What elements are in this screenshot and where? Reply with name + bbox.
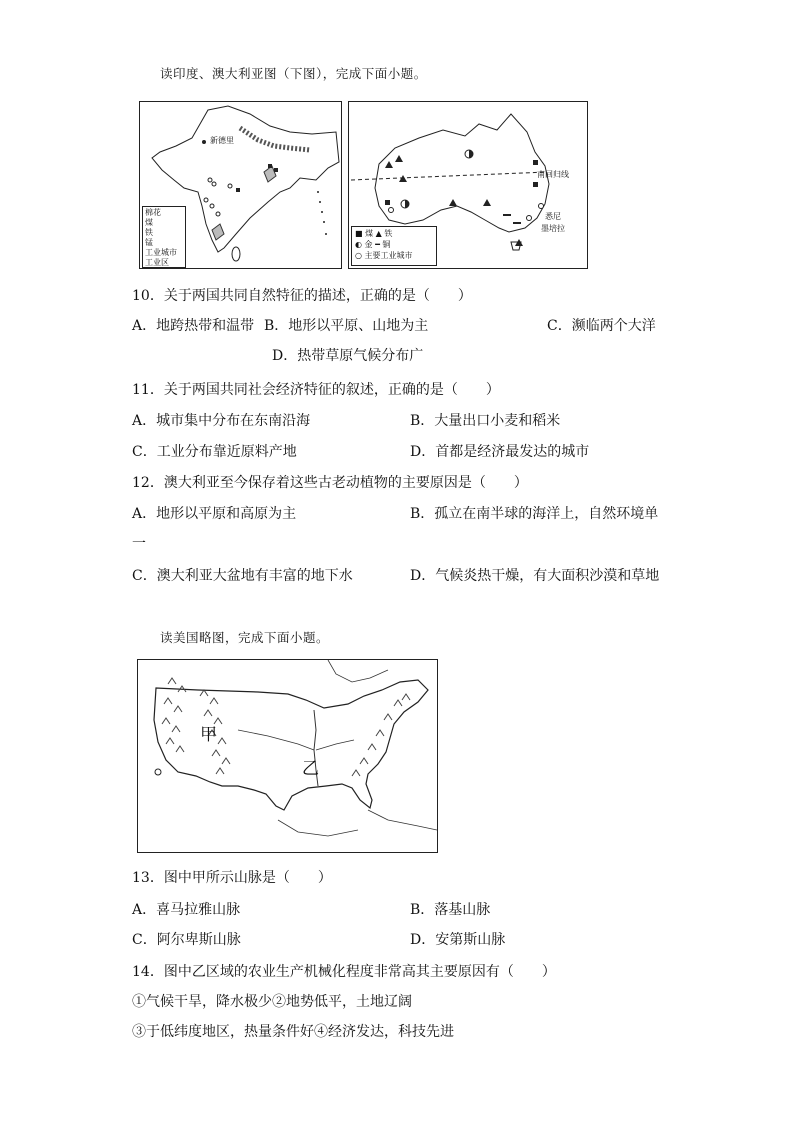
sydney-label: 悉尼 bbox=[545, 212, 561, 221]
q10-option-c[interactable]: C．濒临两个大洋 bbox=[547, 318, 656, 334]
legend-iron: 铁 bbox=[145, 228, 153, 237]
q10-option-b[interactable]: B．地形以平原、山地为主 bbox=[264, 318, 429, 334]
q11-option-d[interactable]: D．首都是经济最发达的城市 bbox=[410, 444, 590, 460]
q12-option-c[interactable]: C．澳大利亚大盆地有丰富的地下水 bbox=[132, 568, 353, 584]
q12-option-b-continued: 一 bbox=[132, 536, 146, 552]
legend-row-industrial-city: ○ 主要工业城市 bbox=[355, 251, 413, 260]
question-14-stem: 14．图中乙区域的农业生产机械化程度非常高其主要原因有（ ） bbox=[132, 964, 556, 980]
q12-option-b[interactable]: B．孤立在南半球的海洋上，自然环境单 bbox=[410, 506, 659, 522]
australia-map-legend bbox=[351, 226, 437, 266]
q10-option-d[interactable]: D．热带草原气候分布广 bbox=[272, 348, 424, 364]
q11-option-c[interactable]: C．工业分布靠近原料产地 bbox=[132, 444, 297, 460]
usa-label-yi: 乙 bbox=[302, 759, 319, 779]
q14-statement-line-2: ③于低纬度地区，热量条件好④经济发达，科技先进 bbox=[132, 1024, 454, 1040]
legend-industrial-zone: 工业区 bbox=[145, 258, 169, 267]
q12-option-a[interactable]: A．地形以平原和高原为主 bbox=[132, 506, 297, 522]
legend-cotton: 棉花 bbox=[145, 208, 161, 217]
usa-map bbox=[137, 659, 438, 853]
usa-label-jia: 甲 bbox=[200, 725, 217, 745]
canberra-label: 墨培拉 bbox=[541, 224, 565, 233]
q10-option-a[interactable]: A．地跨热带和温带 bbox=[132, 318, 255, 334]
australia-map bbox=[348, 101, 588, 269]
legend-coal: 煤 bbox=[145, 218, 153, 227]
reading-instruction-2: 读美国略图，完成下面小题。 bbox=[160, 630, 330, 645]
q13-option-c[interactable]: C．阿尔卑斯山脉 bbox=[132, 932, 241, 948]
india-map-legend bbox=[142, 206, 186, 268]
legend-industrial-city: 工业城市 bbox=[145, 248, 177, 257]
tropic-label: 南回归线 bbox=[537, 170, 569, 179]
india-capital-label: 新德里 bbox=[210, 136, 234, 145]
usa-map-drawing bbox=[138, 660, 437, 852]
india-map bbox=[139, 101, 342, 269]
q12-option-d[interactable]: D．气候炎热干燥，有大面积沙漠和草地 bbox=[410, 568, 660, 584]
reading-instruction-1: 读印度、澳大利亚图（下图），完成下面小题。 bbox=[160, 66, 427, 81]
legend-row-coal-iron: ■ 煤 ▲ 铁 bbox=[355, 229, 393, 238]
q13-option-a[interactable]: A．喜马拉雅山脉 bbox=[132, 902, 241, 918]
q11-option-a[interactable]: A．城市集中分布在东南沿海 bbox=[132, 413, 311, 429]
question-10-stem: 10．关于两国共同自然特征的描述，正确的是（ ） bbox=[132, 288, 472, 304]
legend-manganese: 锰 bbox=[145, 238, 153, 247]
question-13-stem: 13．图中甲所示山脉是（ ） bbox=[132, 870, 332, 886]
q11-option-b[interactable]: B．大量出口小麦和稻米 bbox=[410, 413, 561, 429]
legend-row-gold-copper: ◐ 金 ━ 铜 bbox=[355, 240, 391, 249]
q13-option-d[interactable]: D．安第斯山脉 bbox=[410, 932, 506, 948]
question-12-stem: 12．澳大利亚至今保存着这些古老动植物的主要原因是（ ） bbox=[132, 475, 528, 491]
q13-option-b[interactable]: B．落基山脉 bbox=[410, 902, 491, 918]
question-11-stem: 11．关于两国共同社会经济特征的叙述，正确的是（ ） bbox=[132, 382, 500, 398]
q14-statement-line-1: ①气候干旱，降水极少②地势低平，土地辽阔 bbox=[132, 994, 412, 1010]
